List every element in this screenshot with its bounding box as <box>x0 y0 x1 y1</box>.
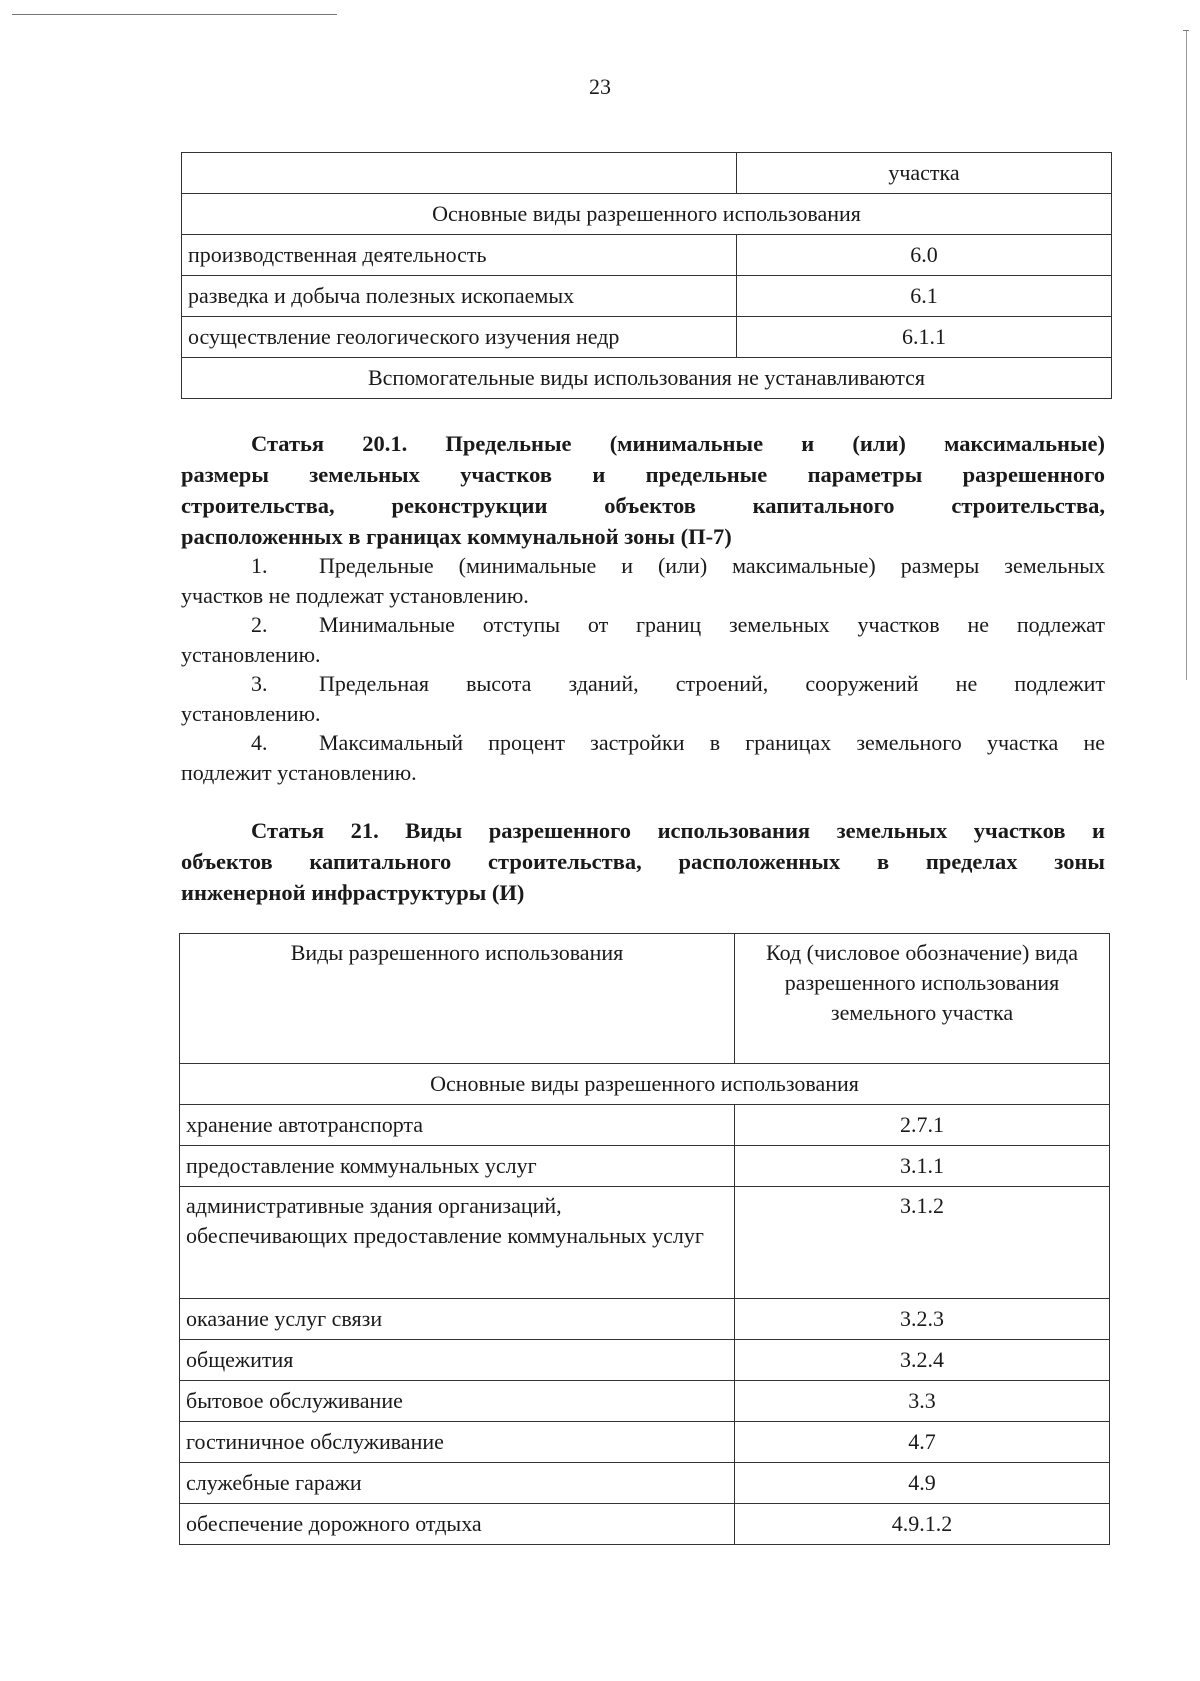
title-line: Статья 20.1. Предельные (минимальные и (или) максимальные) <box>251 431 1105 456</box>
item-text: Минимальные отступы от границ земельных участков не подлежат <box>319 612 1105 637</box>
use-code: 6.1.1 <box>737 317 1112 358</box>
use-code: 3.2.4 <box>735 1340 1110 1381</box>
item-text-cont: установлению. <box>181 701 321 726</box>
use-name: бытовое обслуживание <box>180 1381 735 1422</box>
use-code: 3.2.3 <box>735 1299 1110 1340</box>
table-section-row <box>182 358 1112 399</box>
header-code-cell: Код (числовое обозначение) вида разрешенного использования земельного участка <box>735 934 1110 1064</box>
title-line: инженерной инфраструктуры (И) <box>181 880 525 905</box>
section-main-label: Основные виды разрешенного использования <box>182 194 1112 235</box>
title-line: строительства, реконструкции объектов капитального строительства, <box>181 493 1105 518</box>
use-name: разведка и добыча полезных ископаемых <box>182 276 737 317</box>
use-name: производственная деятельность <box>182 235 737 276</box>
table-row <box>180 1340 1110 1381</box>
use-code: 2.7.1 <box>735 1105 1110 1146</box>
table-header-row <box>180 934 1110 1064</box>
item-text: Предельные (минимальные и (или) максимальные) размеры земельных <box>319 553 1105 578</box>
item-text: Максимальный процент застройки в границах земельного участка не <box>319 730 1105 755</box>
margin-tick <box>1183 30 1189 31</box>
use-code: 6.0 <box>737 235 1112 276</box>
use-code: 3.3 <box>735 1381 1110 1422</box>
use-name: административные здания организаций, обеспечивающих предоставление коммунальных услуг <box>180 1187 735 1299</box>
title-line: размеры земельных участков и предельные параметры разрешенного <box>181 462 1105 487</box>
title-line: объектов капитального строительства, расположенных в пределах зоны <box>181 849 1105 874</box>
item-text: Предельная высота зданий, строений, сооружений не подлежит <box>319 671 1105 696</box>
use-code: 4.7 <box>735 1422 1110 1463</box>
use-name: предоставление коммунальных услуг <box>180 1146 735 1187</box>
permitted-use-table-p7 <box>181 152 1112 399</box>
table-row <box>182 317 1112 358</box>
use-code: 3.1.2 <box>735 1187 1110 1299</box>
use-name: гостиничное обслуживание <box>180 1422 735 1463</box>
table-row <box>182 276 1112 317</box>
use-code: 4.9 <box>735 1463 1110 1504</box>
item-text-cont: участков не подлежат установлению. <box>181 583 529 608</box>
item-number: 3. <box>251 671 268 696</box>
table-row <box>182 153 1112 194</box>
section-main-label: Основные виды разрешенного использования <box>180 1064 1110 1105</box>
item-text-cont: установлению. <box>181 642 321 667</box>
item-number: 4. <box>251 730 268 755</box>
use-name: оказание услуг связи <box>180 1299 735 1340</box>
article-21-title <box>181 815 1105 908</box>
table-row <box>180 1105 1110 1146</box>
table-row <box>180 1504 1110 1545</box>
table-row <box>180 1381 1110 1422</box>
table-section-row <box>180 1064 1110 1105</box>
table-row <box>180 1187 1110 1299</box>
use-name: осуществление геологического изучения недр <box>182 317 737 358</box>
use-code: 6.1 <box>737 276 1112 317</box>
use-name: обеспечение дорожного отдыха <box>180 1504 735 1545</box>
item-text-cont: подлежит установлению. <box>181 760 417 785</box>
table-row <box>180 1463 1110 1504</box>
title-line: Статья 21. Виды разрешенного использования земельных участков и <box>251 818 1105 843</box>
page-number: 23 <box>589 74 611 99</box>
header-name-cell: Виды разрешенного использования <box>180 934 735 1064</box>
section-aux-label: Вспомогательные виды использования не устанавливаются <box>182 358 1112 399</box>
use-name: хранение автотранспорта <box>180 1105 735 1146</box>
table-row <box>180 1422 1110 1463</box>
list-item <box>181 728 1105 788</box>
header-code-cell: участка <box>737 153 1112 194</box>
table-row <box>182 235 1112 276</box>
article-20-1-title <box>181 428 1105 552</box>
table-row <box>180 1299 1110 1340</box>
top-rule <box>12 14 337 15</box>
margin-rule <box>1186 30 1187 680</box>
list-item <box>181 669 1105 729</box>
use-name: общежития <box>180 1340 735 1381</box>
use-code: 3.1.1 <box>735 1146 1110 1187</box>
header-name-cell <box>182 153 737 194</box>
table-section-row <box>182 194 1112 235</box>
list-item <box>181 610 1105 670</box>
item-number: 1. <box>251 553 268 578</box>
title-line: расположенных в границах коммунальной зоны (П-7) <box>181 524 732 549</box>
use-code: 4.9.1.2 <box>735 1504 1110 1545</box>
table-row <box>180 1146 1110 1187</box>
use-name: служебные гаражи <box>180 1463 735 1504</box>
item-number: 2. <box>251 612 268 637</box>
permitted-use-table-i <box>179 933 1110 1545</box>
list-item <box>181 551 1105 611</box>
